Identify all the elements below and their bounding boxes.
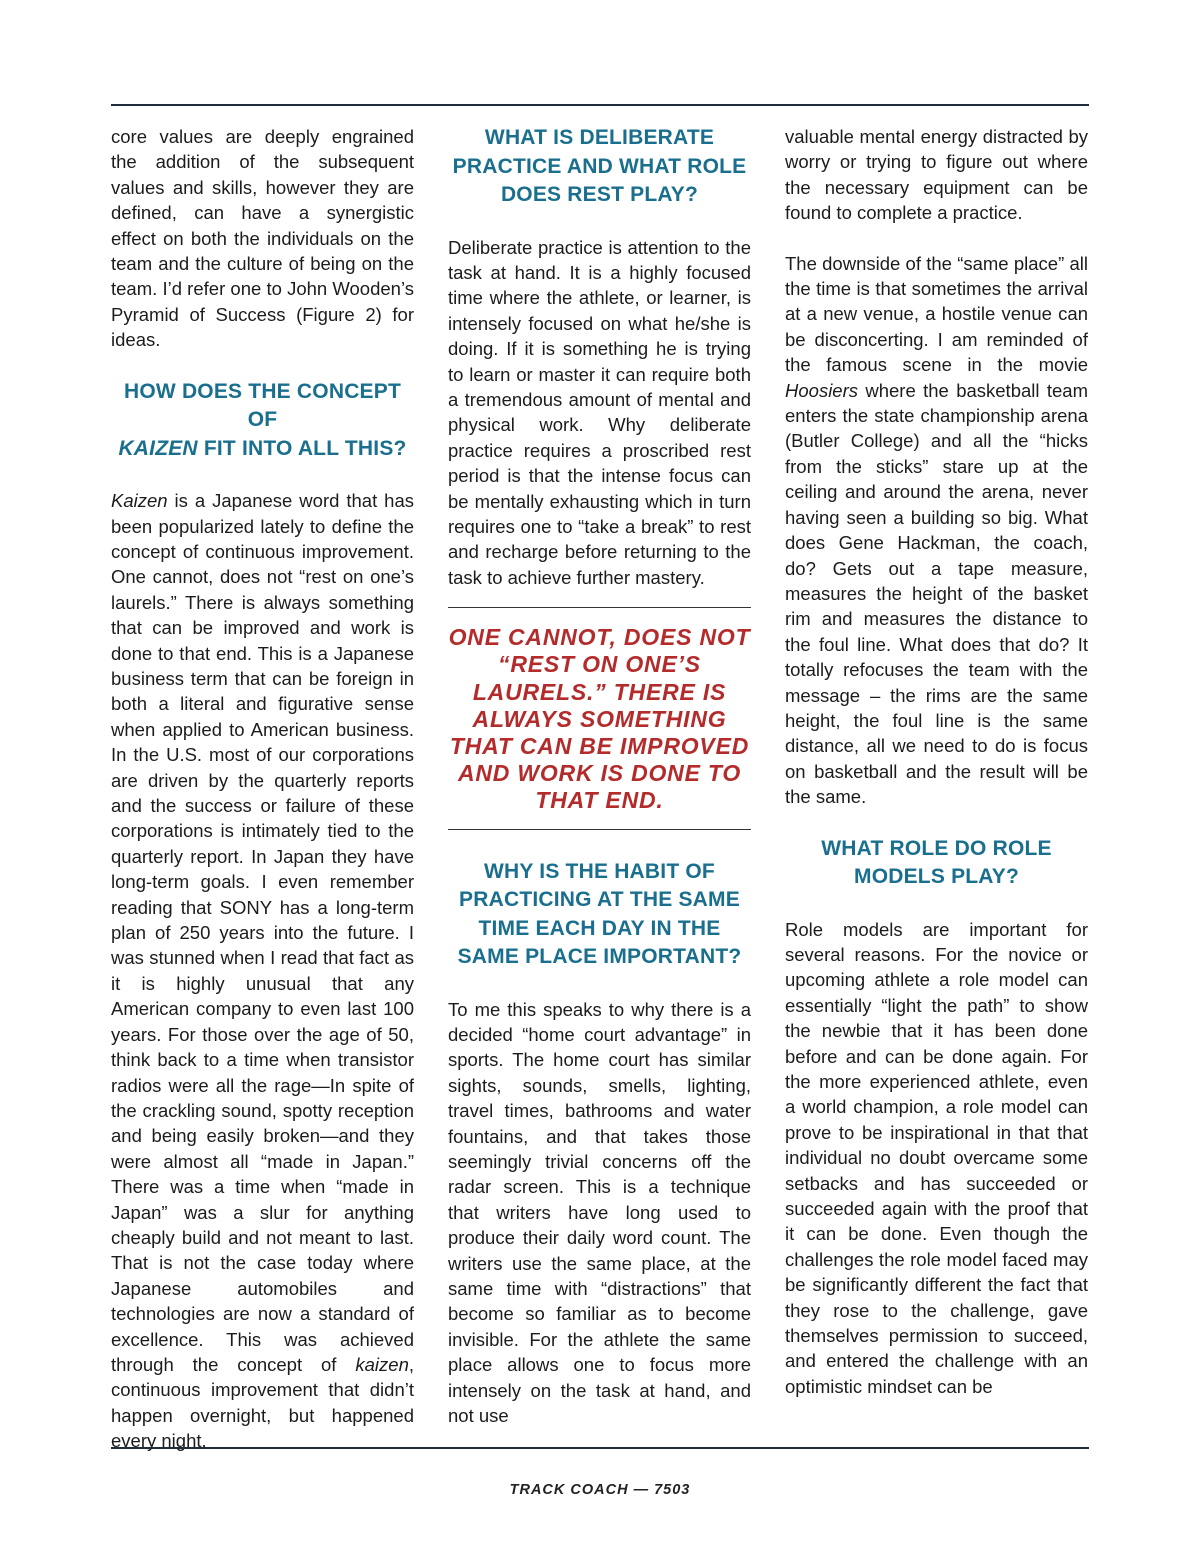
page-footer: TRACK COACH — 7503 — [509, 1482, 691, 1498]
column-1 — [111, 124, 414, 1454]
paragraph-deliberate-practice: Deliberate practice is attention to the task at hand. It is a highly focused time where the athlete, or learner, is intensely focused on what he/she is doing. If it is something he is trying to learn or master it can require both a tremendous amount of mental and physical work. Why deliberate practice requires a proscribed rest period is that the intense focus can be mentally exhausting which in turn requires one to “take a break” to rest and recharge before returning to the task to achieve further mastery. — [448, 236, 751, 588]
paragraph-role-models: Role models are important for several reasons. For the novice or upcoming athlete a role model can essentially “light the path” to show the newbie that it has been done before and can be done again. For the more experienced athlete, even a world champion, a role model can prove to be inspirational in that that individual no doubt overcame some setbacks and has succeeded or succeeded again with the proof that it can be done. Even though the challenges the role model faced may be significantly different the fact that they rose to the challenge, gave themselves permission to succeed, and entered the challenge with an optimistic mindset can be — [785, 918, 1088, 1397]
paragraph-mental-energy: valuable mental energy distracted by worry or trying to figure out where the necessary equipment can be found to complete a practice. — [785, 126, 1088, 224]
column-2 — [448, 124, 751, 1429]
paragraph-same-place-text-a: The downside of the “same place” all the time is that sometimes the arrival at a new venue, a hostile venue can be disconcerting. I am reminded of the famous scene in the movie — [785, 252, 1088, 376]
heading-kaizen-italic: KAIZEN — [118, 436, 198, 460]
heading-kaizen — [111, 378, 414, 464]
paragraph-same-place-text-b: where the basketball team enters the state championship arena (Butler College) and all the “hicks from the sticks” stare up at the ceiling and around the arena, never having seen a building so big. What does Gene Hackman, the coach, do? Gets out a tape measure, measures the height of the basket rim and measures the distance to the foul line. What does that do? It totally refocuses the team with the message – the rims are the same height, the foul line is the same distance, all we need to do is focus on basketball and the result will be the same. — [785, 379, 1088, 808]
paragraph-same-place — [785, 251, 1088, 810]
paragraph-core-values: core values are deeply engrained the addition of the subsequent values and skills, however they are defined, can have a synergistic effect on both the individuals on the team and the culture of being on the team. I’d refer one to John Wooden’s Pyramid of Success (Figure 2) for ideas. — [111, 126, 414, 351]
heading-deliberate-practice: WHAT IS DELIBERATE PRACTICE AND WHAT ROLE DOES REST PLAY? — [452, 126, 747, 206]
heading-kaizen-prefix: HOW DOES THE CONCEPT OF — [123, 379, 401, 432]
paragraph-kaizen-text-a: is a Japanese word that has been popularized lately to define the concept of continuous improvement. One cannot, does not “rest on one’s laurels.” There is always something that can be improved and work is done to that end. This is a Japanese business term that can be foreign in both a literal and figurative sense when applied to American business. In the U.S. most of our corporations are driven by the quarterly reports and the success or failure of these corporations is intimately tied to the quarterly report. In Japan they have long-term goals. I even remember reading that SONY has a long-term plan of 250 years into the future. I was stunned when I read that fact as it is highly unusual that any American company to even last 100 years. For those over the age of 50, think back to a time when transistor radios were all the rage—In spite of the crackling sound, spotty reception and being easily broken—and they were almost all “made in Japan.” There was a time when “made in Japan” was a slur for anything cheaply build and not meant to last. That is not the case today where Japanese automobiles and technologies are now a standard of excellence. This was achieved through the concept of — [111, 490, 414, 1375]
paragraph-kaizen — [111, 488, 414, 1453]
heading-habit: WHY IS THE HABIT OF PRACTICING AT THE SAME TIME EACH DAY IN THE SAME PLACE IMPORTANT? — [457, 859, 742, 969]
heading-kaizen-suffix: FIT INTO ALL THIS? — [203, 436, 407, 460]
pull-quote: ONE CANNOT, DOES NOT “REST ON ONE’S LAURELS.” THERE IS ALWAYS SOMETHING THAT CAN BE IMPROVED AND WORK IS DONE TO THAT END. — [448, 607, 751, 829]
bottom-rule — [111, 1447, 1089, 1449]
kaizen-term-inline: kaizen — [355, 1353, 409, 1375]
paragraph-habit: To me this speaks to why there is a decided “home court advantage” in sports. The home court has similar sights, sounds, smells, lighting, travel times, bathrooms and water fountains, and that takes those seemingly trivial concerns off the radar screen. This is a technique that writers have long used to produce their daily word count. The writers use the same place, at the same time with “distractions” that become so familiar as to become invisible. For the athlete the same place allows one to focus more intensely on the task at hand, and not use — [448, 998, 751, 1427]
heading-role-models: WHAT ROLE DO ROLE MODELS PLAY? — [821, 836, 1052, 889]
top-rule — [111, 104, 1089, 106]
kaizen-term: Kaizen — [111, 490, 168, 512]
paragraph-kaizen-text-b: , continuous improvement that didn’t happen overnight, but happened every night. — [111, 1353, 414, 1452]
movie-title: Hoosiers — [785, 379, 858, 401]
column-3 — [785, 124, 1088, 1399]
